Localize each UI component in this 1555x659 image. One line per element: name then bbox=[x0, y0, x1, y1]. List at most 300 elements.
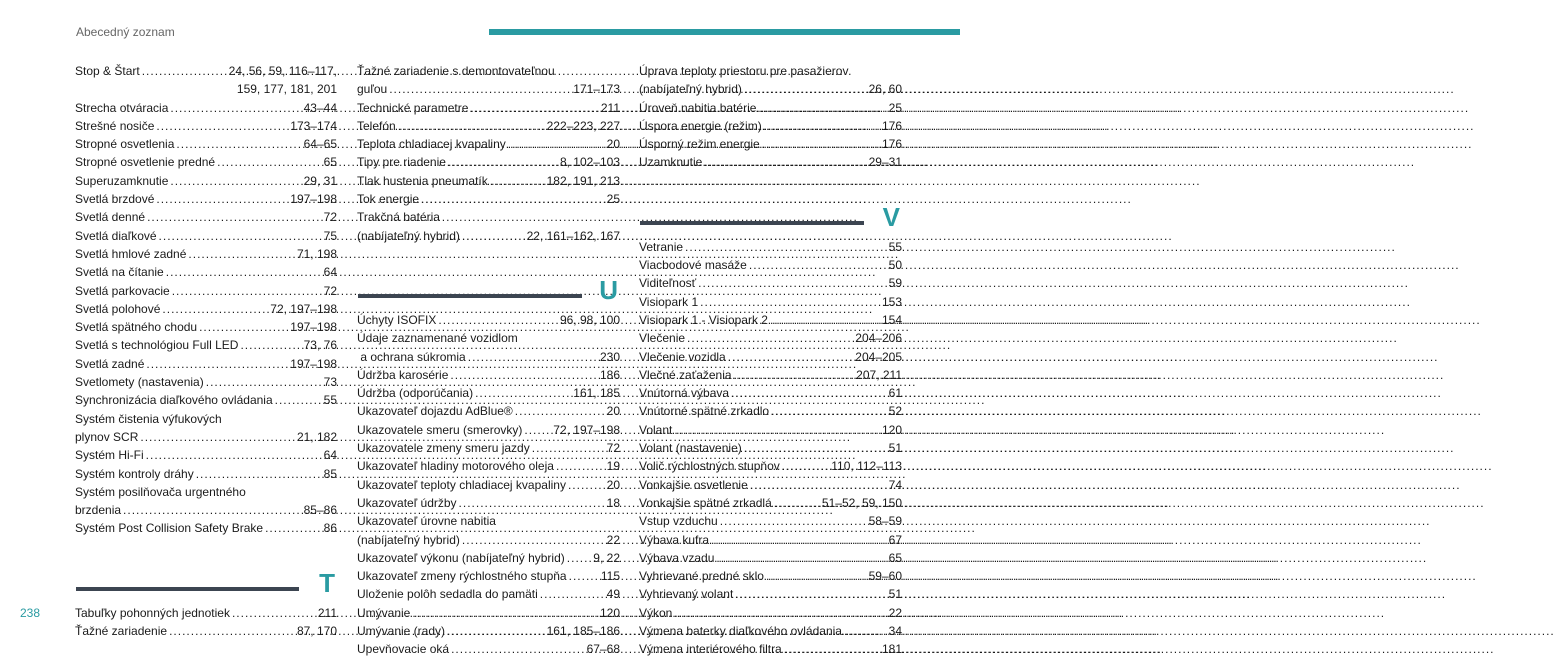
dot-leader bbox=[387, 80, 573, 98]
index-entry-line bbox=[357, 531, 620, 549]
dot-leader bbox=[215, 153, 324, 171]
index-entry-term: Trakčná batéria bbox=[357, 210, 440, 225]
index-entry-pages: 74 bbox=[888, 477, 902, 492]
index-entry-pages: 86 bbox=[323, 521, 337, 536]
index-entry-pages: 19 bbox=[606, 459, 620, 474]
index-entry bbox=[639, 153, 902, 171]
index-entry-line bbox=[75, 99, 337, 117]
index-entry-pages: 73, 76 bbox=[303, 338, 337, 353]
index-entry-term: Úroveň nabitia batérie bbox=[639, 100, 757, 115]
index-entry-line bbox=[357, 227, 620, 245]
index-entry-pages: 29–31 bbox=[868, 155, 902, 170]
index-entry-term: Ukazovatele zmeny smeru jazdy bbox=[357, 441, 530, 456]
dot-leader bbox=[144, 446, 324, 464]
index-entry-line bbox=[75, 501, 337, 519]
dot-leader bbox=[718, 512, 869, 530]
index-entry-pages: 25 bbox=[888, 100, 902, 115]
index-entry-line bbox=[357, 384, 620, 402]
index-entry-term: a ochrana súkromia bbox=[357, 349, 466, 364]
index-entry-term: Strecha otváracia bbox=[75, 100, 169, 115]
index-entry-term: Visiopark 1 bbox=[639, 294, 699, 309]
index-entry-pages: 67 bbox=[888, 532, 902, 547]
index-entry-line bbox=[75, 153, 337, 171]
index-entry-pages: 51 bbox=[888, 441, 902, 456]
index-entry-term: Úsporný režim energie bbox=[639, 137, 760, 152]
index-entry-term: Úprava teploty priestoru pre pasažierov bbox=[639, 64, 849, 78]
dot-leader bbox=[733, 585, 888, 603]
index-entry-line bbox=[75, 318, 337, 336]
index-entry-pages: 71, 198 bbox=[296, 246, 337, 261]
index-entry bbox=[639, 640, 902, 658]
dot-leader bbox=[167, 622, 297, 640]
index-entry-pages: 171–173 bbox=[573, 82, 620, 97]
index-entry-term: brzdenia bbox=[75, 503, 122, 518]
index-entry-line bbox=[357, 494, 620, 512]
dot-leader bbox=[473, 384, 573, 402]
index-entry-pages: 173–174 bbox=[290, 118, 337, 133]
index-entry bbox=[357, 567, 620, 585]
index-entry-line bbox=[639, 549, 902, 567]
dot-leader bbox=[842, 622, 889, 640]
index-entry bbox=[639, 135, 902, 153]
index-entry-line bbox=[639, 567, 902, 585]
dot-leader bbox=[488, 172, 547, 190]
index-entry bbox=[639, 99, 902, 117]
index-entry-term: Ukazovateľ údržby bbox=[357, 495, 457, 510]
dot-leader bbox=[762, 117, 882, 135]
index-entry-line bbox=[357, 153, 620, 171]
index-entry-term: Tok energie bbox=[357, 192, 420, 207]
index-entry-pages: 96, 98, 100 bbox=[559, 312, 620, 327]
index-entry-line bbox=[639, 80, 902, 98]
dot-leader bbox=[683, 238, 889, 256]
index-entry-pages: 85–86 bbox=[303, 503, 337, 518]
dot-leader bbox=[457, 494, 607, 512]
index-entry-term: Svetlá zadné bbox=[75, 356, 145, 371]
index-entry-line bbox=[357, 421, 620, 439]
index-entry bbox=[639, 117, 902, 135]
index-entry-pages: 73 bbox=[323, 375, 337, 390]
index-entry bbox=[639, 256, 902, 274]
index-entry-line bbox=[75, 622, 337, 640]
dot-leader bbox=[466, 348, 600, 366]
index-entry-term: Svetlá diaľkové bbox=[75, 228, 157, 243]
index-entry-pages: 85 bbox=[323, 466, 337, 481]
index-entry-term: Systém Hi-Fi bbox=[75, 448, 144, 463]
index-entry-pages: 72, 197–198 bbox=[270, 301, 337, 316]
index-entry-term: Telefón bbox=[357, 118, 396, 133]
index-entry-line bbox=[357, 99, 620, 117]
index-entry-term: Svetlá brzdové bbox=[75, 192, 155, 207]
index-entry-pages: 72 bbox=[323, 283, 337, 298]
index-entry-line bbox=[357, 457, 620, 475]
dot-leader bbox=[530, 439, 607, 457]
index-entry-term: Ukazovateľ zmeny rýchlostného stupňa bbox=[357, 569, 567, 584]
index-entry-term-line bbox=[357, 208, 620, 226]
index-entry-term: plynov SCR bbox=[75, 429, 139, 444]
dot-leader bbox=[145, 208, 324, 226]
index-entry bbox=[639, 62, 902, 99]
section-header bbox=[75, 564, 337, 604]
index-entry-term: (nabíjateľný hybrid) bbox=[357, 532, 460, 547]
dot-leader bbox=[468, 99, 600, 117]
index-entry bbox=[639, 238, 902, 256]
index-entry bbox=[75, 208, 337, 226]
index-entry bbox=[357, 190, 620, 208]
index-entry bbox=[357, 622, 620, 640]
index-entry-pages: 153 bbox=[881, 294, 902, 309]
section-divider bbox=[640, 221, 864, 225]
index-entry-term: Ukazovateľ výkonu (nabíjateľný hybrid) bbox=[357, 550, 565, 565]
index-entry bbox=[357, 62, 620, 99]
index-entry-term: Vetranie bbox=[639, 239, 684, 254]
index-entry-pages: 120 bbox=[881, 422, 902, 437]
index-entry-line bbox=[75, 135, 337, 153]
index-entry-line bbox=[75, 604, 337, 622]
index-entry-term: Tlak hustenia pneumatík bbox=[357, 173, 488, 188]
index-entry bbox=[75, 117, 337, 135]
index-entry bbox=[639, 402, 902, 420]
index-entry bbox=[75, 410, 337, 447]
index-entry-line bbox=[357, 476, 620, 494]
index-entry bbox=[357, 329, 620, 366]
index-entry-pages: 55 bbox=[888, 239, 902, 254]
index-entry-line bbox=[639, 238, 902, 256]
index-entry-line bbox=[639, 99, 902, 117]
dot-leader bbox=[445, 622, 547, 640]
index-entry-term: Umývanie (rady) bbox=[357, 624, 446, 639]
index-entry-line bbox=[357, 117, 620, 135]
index-entry-line bbox=[357, 190, 620, 208]
dot-leader bbox=[672, 604, 888, 622]
index-entry-line bbox=[75, 446, 337, 464]
index-entry-pages: 43–44 bbox=[303, 100, 337, 115]
index-entry-term: (nabíjateľný hybrid) bbox=[357, 228, 460, 243]
index-entry-line bbox=[639, 640, 902, 658]
index-entry bbox=[75, 227, 337, 245]
dot-leader bbox=[567, 567, 601, 585]
index-entry-term: Strešné nosiče bbox=[75, 118, 155, 133]
index-entry-term: Stropné osvetlenie predné bbox=[75, 155, 216, 170]
index-entry-pages: 65 bbox=[323, 155, 337, 170]
index-entry-term-line bbox=[357, 512, 620, 530]
index-entry-line bbox=[357, 549, 620, 567]
dot-leader bbox=[446, 153, 560, 171]
index-entry-term: Umývanie bbox=[357, 605, 411, 620]
index-entry bbox=[639, 384, 902, 402]
index-entry-term: Údržba (odporúčania) bbox=[357, 386, 474, 401]
index-entry-term-line bbox=[357, 62, 620, 80]
dot-leader bbox=[566, 476, 607, 494]
index-entry-term: Volant bbox=[639, 422, 673, 437]
index-entry bbox=[357, 208, 620, 245]
index-entry-line bbox=[75, 208, 337, 226]
index-entry bbox=[357, 384, 620, 402]
index-entry-term: Vonkajšie osvetlenie bbox=[639, 477, 748, 492]
index-entry-pages: 20 bbox=[606, 477, 620, 492]
dot-leader bbox=[138, 428, 297, 446]
index-entry-pages: 22, 161–162, 167 bbox=[526, 228, 620, 243]
index-entry-pages: 204–205 bbox=[855, 349, 902, 364]
index-entry-line bbox=[75, 227, 337, 245]
index-entry-pages: 59–60 bbox=[868, 569, 902, 584]
index-entry bbox=[75, 604, 337, 622]
dot-leader bbox=[238, 336, 303, 354]
dot-leader bbox=[732, 366, 857, 384]
index-entry-term: Výbava kufra bbox=[639, 532, 710, 547]
index-entry-pages: 20 bbox=[606, 404, 620, 419]
index-entry-pages: 64 bbox=[323, 448, 337, 463]
index-entry-line bbox=[75, 190, 337, 208]
index-entry bbox=[75, 263, 337, 281]
dot-leader bbox=[449, 640, 587, 658]
index-entry-pages: 72 bbox=[323, 210, 337, 225]
index-entry-line bbox=[357, 348, 620, 366]
index-entry bbox=[75, 318, 337, 336]
index-entry bbox=[357, 549, 620, 567]
index-entry bbox=[357, 494, 620, 512]
index-entry bbox=[639, 439, 902, 457]
index-entry bbox=[75, 373, 337, 391]
section-divider bbox=[76, 587, 299, 591]
index-entry bbox=[357, 366, 620, 384]
dot-leader bbox=[742, 80, 869, 98]
index-entry-term: Technické parametre bbox=[357, 100, 469, 115]
index-entry-pages: 197–198 bbox=[290, 192, 337, 207]
index-entry-line bbox=[639, 531, 902, 549]
index-entry-line bbox=[639, 135, 902, 153]
index-entry-pages: 49 bbox=[606, 587, 620, 602]
index-entry-term: Systém posilňovača urgentného bbox=[75, 484, 246, 499]
dot-leader bbox=[747, 256, 889, 274]
index-entry-pages: 24, 56, 59, 116–117, bbox=[228, 64, 337, 78]
index-entry-term: Ťažné zariadenie bbox=[75, 624, 168, 639]
index-entry-line bbox=[75, 282, 337, 300]
index-entry-pages: 20 bbox=[606, 137, 620, 152]
index-entry-term: Ukazovateľ úrovne nabitia bbox=[357, 514, 496, 529]
index-entry-line bbox=[75, 391, 337, 409]
index-entry bbox=[75, 483, 337, 520]
index-entry-pages: 34 bbox=[888, 624, 902, 639]
index-entry-term: Viacbodové masáže bbox=[639, 258, 747, 273]
index-entry bbox=[357, 117, 620, 135]
index-entry bbox=[639, 567, 902, 585]
index-entry bbox=[639, 622, 902, 640]
dot-leader bbox=[460, 227, 527, 245]
index-entry-line bbox=[639, 421, 902, 439]
index-entry-term: Visiopark 1 - Visiopark 2 bbox=[639, 312, 768, 327]
index-entry-line bbox=[639, 293, 902, 311]
dot-leader bbox=[764, 567, 869, 585]
index-entry-term: Vlečenie bbox=[639, 331, 686, 346]
index-entry bbox=[357, 153, 620, 171]
dot-leader bbox=[714, 549, 888, 567]
index-entry-term: Výmena interiérového filtra bbox=[639, 642, 782, 657]
index-entry-line bbox=[357, 172, 620, 190]
index-entry-pages: 29, 31 bbox=[303, 173, 337, 188]
index-entry-line bbox=[357, 366, 620, 384]
index-entry-pages: 75 bbox=[323, 228, 337, 243]
index-entry-line bbox=[75, 465, 337, 483]
index-entry bbox=[75, 446, 337, 464]
index-entry bbox=[357, 585, 620, 603]
index-entry-term: Tabuľky pohonných jednotiek bbox=[75, 605, 230, 620]
index-entry-pages: 55 bbox=[323, 393, 337, 408]
index-entry-line bbox=[639, 512, 902, 530]
dot-leader bbox=[702, 153, 868, 171]
index-entry-term: Tipy pre riadenie bbox=[357, 155, 446, 170]
index-entry-line bbox=[357, 439, 620, 457]
index-entry-pages: 197–198 bbox=[290, 320, 337, 335]
index-entry-pages: 50 bbox=[888, 258, 902, 273]
dot-leader bbox=[760, 135, 882, 153]
section-header bbox=[357, 271, 620, 311]
dot-leader bbox=[768, 311, 882, 329]
index-entry-pages: 115 bbox=[600, 569, 620, 584]
index-entry-pages: 222–223, 227 bbox=[546, 118, 620, 133]
index-entry-term: Volant (nastavenie) bbox=[639, 441, 742, 456]
index-entry bbox=[639, 512, 902, 530]
index-entry-line bbox=[639, 153, 902, 171]
index-entry-line bbox=[357, 640, 620, 658]
index-entry-line bbox=[639, 622, 902, 640]
index-entry bbox=[639, 329, 902, 347]
index-entry-pages: 61 bbox=[888, 386, 902, 401]
index-entry bbox=[75, 172, 337, 190]
index-entry bbox=[75, 300, 337, 318]
dot-leader bbox=[748, 476, 889, 494]
index-entry bbox=[639, 585, 902, 603]
index-entry-line bbox=[639, 117, 902, 135]
index-entry bbox=[75, 153, 337, 171]
index-entry-term: Ukazovateľ dojazdu AdBlue® bbox=[357, 404, 513, 419]
index-entry bbox=[75, 355, 337, 373]
index-entry-term: Vnútorné spätné zrkadlo bbox=[639, 404, 770, 419]
dot-leader bbox=[772, 494, 822, 512]
index-entry-line bbox=[357, 402, 620, 420]
dot-leader bbox=[685, 329, 855, 347]
index-entry-pages: 72 bbox=[606, 441, 620, 456]
index-entry bbox=[75, 99, 337, 117]
index-entry bbox=[75, 519, 337, 537]
index-entry-term: Vlečné zaťaženia bbox=[639, 367, 732, 382]
index-entry-line bbox=[357, 622, 620, 640]
index-entry-term: Ukazovatele smeru (smerovky) bbox=[357, 422, 523, 437]
index-entry-pages: 154 bbox=[881, 312, 902, 327]
index-entry bbox=[357, 512, 620, 549]
dot-leader bbox=[396, 117, 547, 135]
dot-leader bbox=[709, 531, 889, 549]
index-entry bbox=[357, 172, 620, 190]
index-entry bbox=[75, 282, 337, 300]
index-entry-pages: 176 bbox=[881, 137, 902, 152]
index-entry-term: Ukazovateľ hladiny motorového oleja bbox=[357, 459, 554, 474]
index-entry-line bbox=[639, 348, 902, 366]
index-entry bbox=[357, 311, 620, 329]
index-entry-term: Svetlomety (nastavenia) bbox=[75, 375, 204, 390]
dot-leader bbox=[756, 99, 888, 117]
index-entry bbox=[357, 135, 620, 153]
index-entry-term: Volič rýchlostných stupňov bbox=[639, 459, 780, 474]
index-entry bbox=[75, 336, 337, 354]
index-entry-pages: 207, 211 bbox=[856, 367, 902, 382]
index-entry-line bbox=[639, 402, 902, 420]
index-entry-line bbox=[75, 336, 337, 354]
index-entry-pages: 161, 185–186 bbox=[546, 624, 620, 639]
index-entry bbox=[639, 476, 902, 494]
index-entry-term: Ukazovateľ teploty chladiacej kvapaliny bbox=[357, 477, 566, 492]
index-entry-pages: 120 bbox=[599, 605, 620, 620]
index-entry-line bbox=[639, 366, 902, 384]
index-entry bbox=[357, 640, 620, 658]
index-entry-term: Vnútorná výbava bbox=[639, 386, 730, 401]
index-entry-term: Stropné osvetlenia bbox=[75, 137, 175, 152]
index-entry bbox=[639, 311, 902, 329]
dot-leader bbox=[565, 549, 594, 567]
header-accent-bar bbox=[489, 29, 960, 35]
index-entry-term-line bbox=[75, 483, 337, 501]
index-entry-term: Výmena baterky diaľkového ovládania bbox=[639, 624, 842, 639]
index-entry-pages: 65 bbox=[888, 550, 902, 565]
index-entry-pages: 22 bbox=[888, 605, 902, 620]
index-entry-term: guľou bbox=[357, 82, 388, 97]
index-entry bbox=[639, 348, 902, 366]
index-entry-term: Svetlá polohové bbox=[75, 301, 161, 316]
dot-leader bbox=[506, 135, 607, 153]
index-entry-line bbox=[639, 439, 902, 457]
dot-leader bbox=[157, 227, 324, 245]
index-entry-term: Vlečenie vozidla bbox=[639, 349, 726, 364]
index-entry-pages: 230 bbox=[599, 349, 620, 364]
index-entry bbox=[75, 391, 337, 409]
dot-leader bbox=[419, 190, 607, 208]
index-entry-term: Údržba karosérie bbox=[357, 367, 449, 382]
section-divider bbox=[358, 294, 582, 298]
index-entry-pages: 72, 197–198 bbox=[553, 422, 620, 437]
index-entry bbox=[639, 531, 902, 549]
index-entry-line bbox=[639, 256, 902, 274]
dot-leader bbox=[782, 640, 882, 658]
index-entry-term: Superuzamknutie bbox=[75, 173, 169, 188]
index-entry-pages: 21, 182 bbox=[296, 429, 337, 444]
dot-leader bbox=[186, 245, 297, 263]
index-entry bbox=[357, 402, 620, 420]
index-entry bbox=[639, 494, 902, 512]
index-entry-term: Vonkajšie spätné zrkadlá bbox=[639, 495, 772, 510]
index-entry bbox=[639, 604, 902, 622]
dot-leader bbox=[204, 373, 324, 391]
section-letter: T bbox=[319, 567, 335, 598]
index-entry-pages: 67–68 bbox=[586, 642, 620, 657]
index-entry bbox=[357, 421, 620, 439]
index-entry bbox=[639, 274, 902, 292]
dot-leader bbox=[154, 117, 290, 135]
index-entry-pages: 9, 22 bbox=[593, 550, 620, 565]
dot-leader bbox=[696, 274, 888, 292]
dot-leader bbox=[726, 348, 856, 366]
index-entry-term-line bbox=[639, 62, 902, 80]
index-entry-term: Uloženie polôh sedadla do pamäti bbox=[357, 587, 538, 602]
index-entry-pages: 204–206 bbox=[855, 331, 902, 346]
index-entry-term: Vyhrievaný volant bbox=[639, 587, 734, 602]
dot-leader bbox=[780, 457, 832, 475]
dot-leader bbox=[230, 604, 318, 622]
index-entry-pages: 8, 102–103 bbox=[559, 155, 620, 170]
index-entry-pages: 59 bbox=[888, 276, 902, 291]
index-entry-pages: 182, 191, 213 bbox=[546, 173, 620, 188]
index-entry-term: Uzamknutie bbox=[639, 155, 703, 170]
index-entry-term: Svetlá denné bbox=[75, 210, 146, 225]
